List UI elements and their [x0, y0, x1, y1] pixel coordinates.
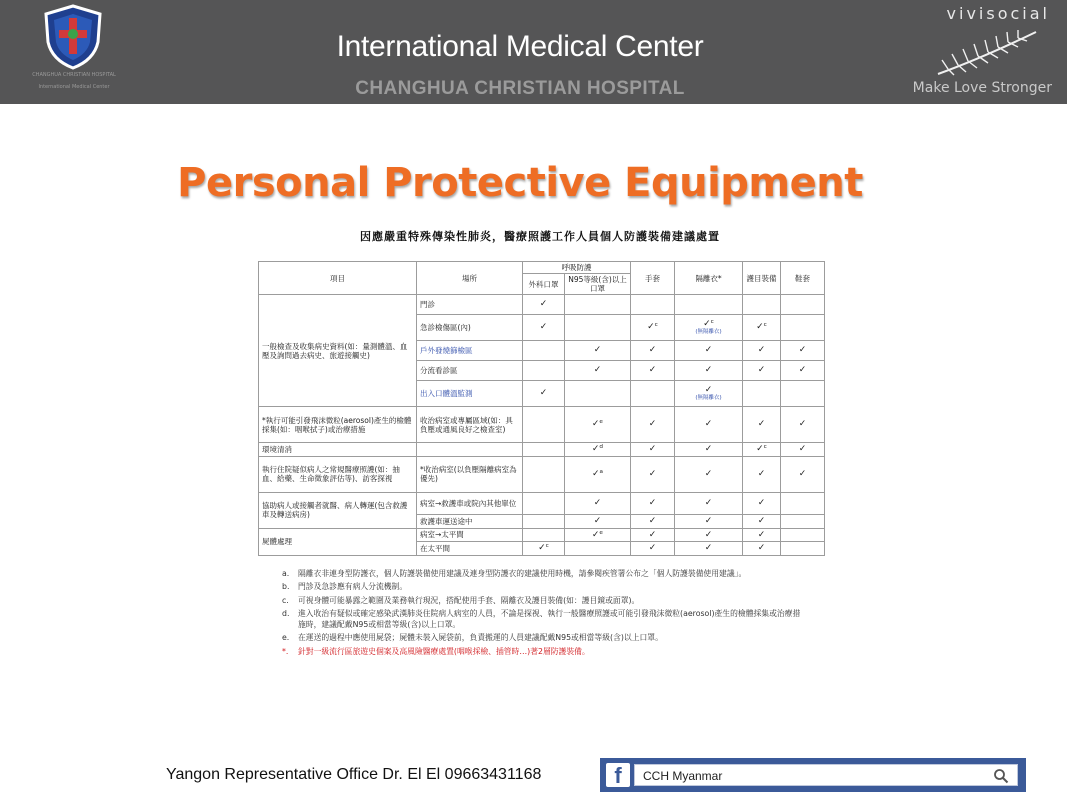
group-item: 環境清消 [259, 443, 417, 457]
group-item: 屍體處理 [259, 528, 417, 556]
check-mark: ✓ [675, 492, 743, 514]
check-mark: ✓ [743, 542, 781, 556]
facebook-page-name: CCH Myanmar [643, 769, 723, 783]
place-cell: 病室→太平間 [417, 528, 523, 542]
check-mark: ✓ [565, 514, 631, 528]
check-mark: ✓ [704, 385, 713, 396]
gown-note: (無隔離衣) [695, 329, 722, 336]
check-mark: ✓ [743, 514, 781, 528]
vivisocial-brand [900, 2, 1060, 102]
place-cell: 在太平間 [417, 542, 523, 556]
header-gloves: 手套 [631, 262, 675, 295]
check-mark: ✓ [743, 456, 781, 492]
check-mark: ✓ [781, 361, 825, 381]
check-mark: ✓ [675, 407, 743, 443]
check-mark: ✓ [781, 456, 825, 492]
check-mark: ✓ [523, 295, 565, 315]
check-mark: ✓ [565, 492, 631, 514]
hospital-logo [14, 4, 134, 96]
check-mark: ✓ [631, 341, 675, 361]
check-mark: ✓ [675, 443, 743, 457]
check-mark: ✓ [675, 361, 743, 381]
table-row [259, 492, 825, 514]
header-gown: 隔離衣* [675, 262, 743, 295]
check-mark: ✓ [631, 528, 675, 542]
place-cell: 病室→救護車或院內其他單位 [417, 492, 523, 514]
check-mark: ✓ [743, 341, 781, 361]
header-item: 項目 [259, 262, 417, 295]
check-mark: ✓ [743, 407, 781, 443]
note-item: b. 門診及急診應有病人分流機制。 [282, 582, 408, 592]
header-shoe: 鞋套 [781, 262, 825, 295]
document-notes [282, 568, 802, 659]
gown-note: (無隔離衣) [695, 395, 722, 402]
note-item: c. 可視身體可能暴露之範圍及業務執行現況，搭配使用手套、隔離衣及護目裝備(如：護目鏡或面罩)。 [282, 595, 640, 605]
shield-logo-icon [42, 4, 104, 70]
note-item: d. 進入收治有疑似或確定感染武漢肺炎住院病人病室的人員，不論是探視、執行一般醫療照護或可能引發飛沫微粒(aerosol)產生的檢體採集或治療措施時，建議配戴N95或相當等級(含)以上口罩。 [282, 608, 801, 630]
check-mark: ✓ [781, 407, 825, 443]
check-mark: ✓ [523, 381, 565, 407]
check-mark: ✓ [631, 456, 675, 492]
check-mark: ✓ [675, 514, 743, 528]
check-mark: ✓ᵉ [565, 528, 631, 542]
check-mark: ✓ [675, 341, 743, 361]
table-header-row [259, 262, 825, 274]
group-item: *執行可能引發飛沫微粒(aerosol)產生的檢體採集(如：咽喉拭子)或治療措施 [259, 407, 417, 443]
header-band [0, 0, 1067, 104]
check-mark: ✓ [675, 542, 743, 556]
group-item: 協助病人或接觸者就醫、病人轉運(包含救護車及轉送病房) [259, 492, 417, 528]
logo-caption-line1: CHANGHUA CHRISTIAN HOSPITAL [32, 72, 116, 78]
logo-caption-line2: International Medical Center [38, 84, 110, 90]
check-mark: ✓ᶜ [523, 542, 565, 556]
check-mark: ✓ [631, 407, 675, 443]
facebook-search-bar[interactable] [600, 758, 1026, 792]
brand-name: vivisocial [946, 4, 1050, 23]
check-mark: ✓ [523, 315, 565, 341]
check-mark: ✓ [743, 361, 781, 381]
check-mark: ✓ [631, 542, 675, 556]
facebook-icon[interactable]: f [606, 763, 630, 787]
facebook-search-input[interactable] [634, 764, 1018, 786]
check-mark: ✓ [631, 492, 675, 514]
check-mark: ✓ [565, 341, 631, 361]
header-respiratory: 呼吸防護 [523, 262, 631, 274]
check-mark: ✓ᶜ [743, 443, 781, 457]
note-item: a. 隔離衣非連身型防護衣，個人防護裝備使用建議及連身型防護衣的建議使用時機，請參閱疾管署公布之「個人防護裝備使用建議」。 [282, 569, 747, 578]
header-title: International Medical Center [336, 30, 704, 63]
search-icon[interactable] [993, 768, 1009, 784]
fern-icon [932, 28, 1042, 78]
table-row [259, 295, 825, 315]
check-mark: ✓ᶜ [631, 315, 675, 341]
check-mark: ✓ [743, 492, 781, 514]
check-mark: ✓ᵉ [565, 407, 631, 443]
check-mark: ✓ [781, 443, 825, 457]
group-item: 執行住院疑似病人之常規醫療照護(如：抽血、給藥、生命徵象評估等)、訪客探視 [259, 456, 417, 492]
header-place: 場所 [417, 262, 523, 295]
header-eye: 護目裝備 [743, 262, 781, 295]
check-mark: ✓ [781, 341, 825, 361]
check-mark: ✓ [675, 456, 743, 492]
check-mark: ✓ [631, 443, 675, 457]
place-cell: 收治病室或專屬區域(如：具負壓或通風良好之檢查室) [417, 407, 523, 443]
header-subtitle: CHANGHUA CHRISTIAN HOSPITAL [355, 78, 685, 99]
header-surgical-mask: 外科口罩 [523, 274, 565, 295]
check-mark: ✓ᵃ [565, 456, 631, 492]
place-cell: 戶外發燒篩檢區 [417, 341, 523, 361]
check-mark: ✓ [631, 514, 675, 528]
place-cell: 救護車運送途中 [417, 514, 523, 528]
office-contact: Yangon Representative Office Dr. El El 09663431168 [166, 766, 542, 783]
check-mark: ✓ [675, 528, 743, 542]
group-item: 一般檢查及收集病史資料(如：量測體溫、血壓及詢問過去病史、旅遊接觸史) [259, 295, 417, 407]
check-mark: ✓ [743, 528, 781, 542]
table-row [259, 443, 825, 457]
slide-title: Personal Protective Equipment [177, 160, 863, 206]
place-cell: 急診檢傷區(內) [417, 315, 523, 341]
place-cell: 出入口體溫監測 [417, 381, 523, 407]
note-item: e. 在運送的過程中應使用屍袋；屍體未裝入屍袋前，負責搬運的人員建議配戴N95或相當等級(含)以上口罩。 [282, 633, 663, 643]
check-mark: ✓ᵈ [565, 443, 631, 457]
table-row [259, 407, 825, 443]
header-n95: N95等級(含)以上口罩 [565, 274, 631, 295]
table-row [259, 528, 825, 542]
brand-tagline: Make Love Stronger [912, 80, 1052, 96]
place-cell: 門診 [417, 295, 523, 315]
check-mark: ✓ [565, 361, 631, 381]
check-mark: ✓ [631, 361, 675, 381]
ppe-table [258, 261, 825, 556]
place-cell: *收治病室(以負壓隔離病室為優先) [417, 456, 523, 492]
note-item: *. 針對一級流行區旅遊史個案及高風險醫療處置(咽喉採檢、插管時…)著2層防護裝備。 [282, 646, 590, 656]
table-row [259, 456, 825, 492]
place-cell: 分流看診區 [417, 361, 523, 381]
check-mark: ✓ᶜ [743, 315, 781, 341]
check-mark: ✓ᶜ [703, 319, 714, 330]
document-title: 因應嚴重特殊傳染性肺炎，醫療照護工作人員個人防護裝備建議處置 [360, 230, 720, 243]
